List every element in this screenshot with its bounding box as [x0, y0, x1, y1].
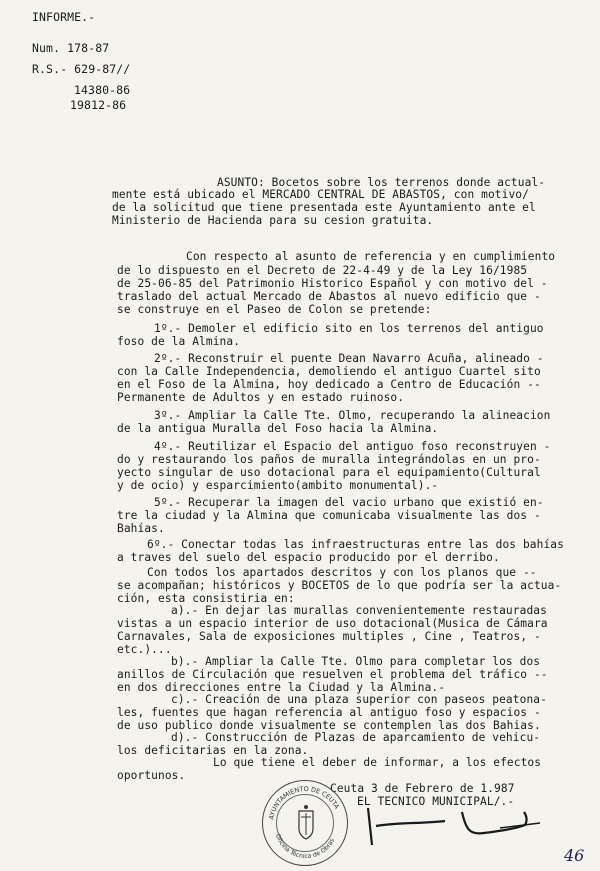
item-line: 6º.- Conectar todas las infraestructuras entre las dos bahías [147, 538, 564, 551]
subitem-line: etc.)... [117, 643, 172, 656]
plans-line: ción, esta consistiria en: [117, 592, 295, 605]
item-line: con la Calle Independencia, demoliendo el antiguo Cuartel sito [117, 365, 541, 378]
item-line: Permanente de Adultos y en estado ruinoso. [117, 391, 405, 404]
intro-line: de 25-06-85 del Patrimonio Historico Español y con motivo del - [117, 277, 548, 290]
item-line: foso de la Almina. [117, 335, 241, 348]
subject-line: ASUNTO: Bocetos sobre los terrenos donde actual- [217, 176, 546, 189]
reference-number-2: 19812-86 [70, 98, 127, 112]
intro-line: traslado del actual Mercado de Abastos al nuevo edificio que - [117, 290, 541, 303]
stamp-emblem [263, 781, 349, 867]
item-line: do y restaurando los paños de muralla integrándolas en un pro- [117, 453, 541, 466]
official-stamp [262, 780, 348, 866]
item-line: 4º.- Reutilizar el Espacio del antiguo foso reconstruyen - [154, 440, 551, 453]
subitem-line: anillos de Circulación que resuelven el problema del tráfico -- [117, 668, 548, 681]
item-line: a traves del suelo del espacio producido por el derribo. [117, 551, 500, 564]
subitem-line: b).- Ampliar la Calle Tte. Olmo para completar los dos [171, 655, 541, 668]
subject-line: Ministerio de Hacienda para su cesion gratuita. [112, 214, 434, 227]
subitem-line: vistas a un espacio interior de uso dotacional(Musica de Cámara [117, 617, 548, 630]
stamp-top-text: AYUNTAMIENTO DE CEUTA [267, 784, 341, 821]
subitem-line: Carnavales, Sala de exposiciones multiples , Cine , Teatros, - [117, 630, 541, 643]
page-number: 46 [564, 846, 585, 865]
date-line: Ceuta 3 de Febrero de 1.987 [330, 782, 515, 795]
intro-line: se construye en el Paseo de Colon se pretende: [117, 303, 432, 316]
stamp-bottom-text: Oficina Técnica de Obras [273, 833, 337, 860]
reference-number-1: 14380-86 [74, 83, 131, 97]
item-line: y de ocio) y esparcimiento(ambito monumental).- [117, 479, 439, 492]
closing-line: Lo que tiene el deber de informar, a los efectos [213, 756, 542, 769]
plans-line: se acompañan; históricos y BOCETOS de lo que podría ser la actua- [117, 579, 562, 592]
plans-line: Con todos los apartados descritos y con los planos que -- [147, 566, 537, 579]
report-number: Num. 178-87 [32, 41, 110, 55]
item-line: 5º.- Recuperar la imagen del vacio urbano que existió en- [154, 496, 544, 509]
subitem-line: a).- En dejar las murallas convenientemente restauradas [171, 604, 547, 617]
item-line: 1º.- Demoler el edificio sito en los terrenos del antiguo [154, 322, 544, 335]
registry-number: R.S.- 629-87// [32, 62, 131, 76]
item-line: yecto singular de uso dotacional para el equipamiento(Cultural [117, 466, 541, 479]
item-line: de la antigua Muralla del Foso hacia la Almina. [117, 422, 439, 435]
closing-line: oportunos. [117, 769, 186, 782]
subitem-line: c).- Creación de una plaza superior con paseos peatona- [171, 693, 547, 706]
item-line: Bahías. [117, 522, 165, 535]
subject-line: de la solicitud que tiene presentada este Ayuntamiento ante el [112, 201, 536, 214]
report-title: INFORME.- [32, 10, 96, 24]
item-line: 2º.- Reconstruir el puente Dean Navarro Acuña, alineado - [154, 352, 544, 365]
subitem-line: de uso publico donde visualmente se contemplen las dos Bahias. [117, 719, 541, 732]
intro-line: Con respecto al asunto de referencia y en cumplimiento [186, 250, 556, 263]
item-line: en el Foso de la Almina, hoy dedicado a Centro de Educación -- [117, 378, 541, 391]
subitem-line: les, fuentes que hagan referencia al antiguo foso y espacios - [117, 706, 541, 719]
subitem-line: en dos direcciones entre la Ciudad y la Almina.- [117, 681, 446, 694]
subject-line: mente está ubicado el MERCADO CENTRAL DE ABASTOS, con motivo/ [112, 188, 529, 201]
intro-line: de lo dispuesto en el Decreto de 22-4-49 y de la Ley 16/1985 [117, 264, 528, 277]
subitem-line: los deficitarias en la zona. [117, 744, 309, 757]
item-line: tre la ciudad y la Almina que comunicaba visualmente las dos - [117, 509, 541, 522]
item-line: 3º.- Ampliar la Calle Tte. Olmo, recuperando la alineacion [154, 409, 551, 422]
signer-title: EL TECNICO MUNICIPAL/.- [357, 795, 515, 808]
subitem-line: d).- Construcción de Plazas de aparcamiento de vehicu- [171, 731, 541, 744]
